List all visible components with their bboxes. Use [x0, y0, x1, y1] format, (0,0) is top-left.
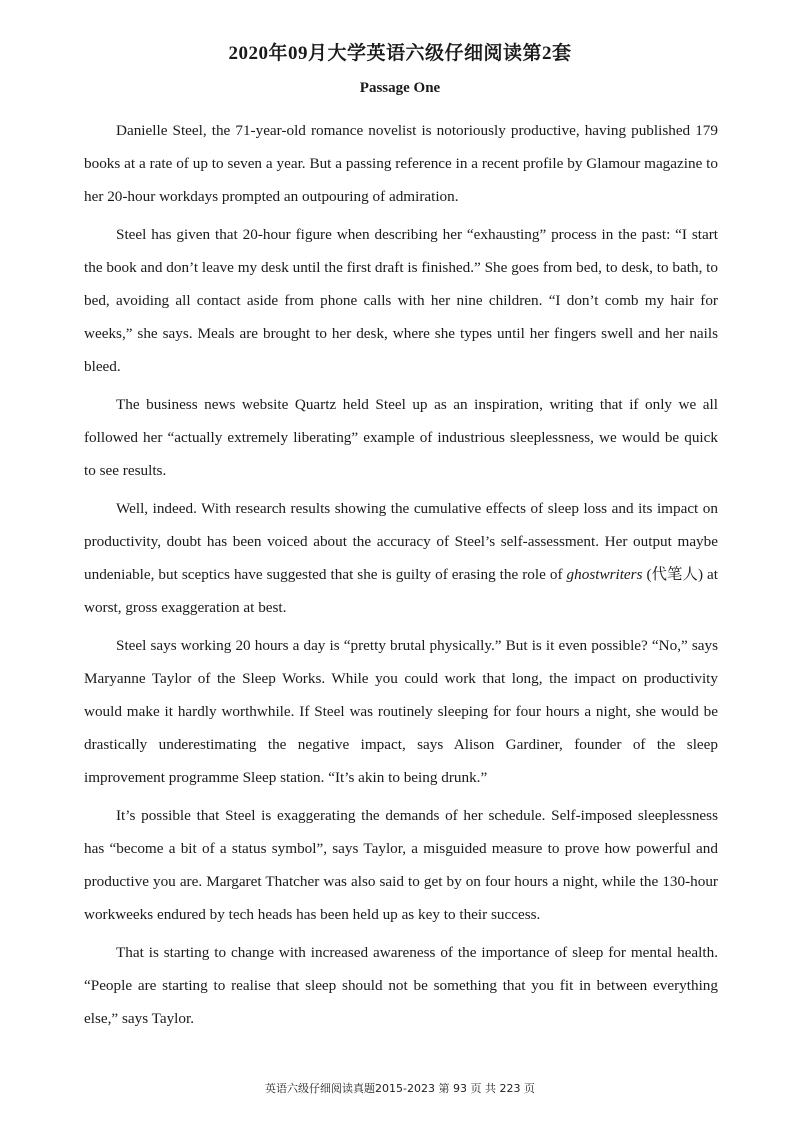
- paragraph-6: It’s possible that Steel is exaggerating the demands of her schedule. Self-imposed sleeplessness has “become a bit of a status symbol”, says Taylor, a misguided measure to prove how powerful and productive you are. Margaret Thatcher was also said to get by on four hours a night, while the 130-hour workweeks endured by tech heads has been held up as key to their success.: [84, 807, 718, 923]
- paragraph-5: Steel says working 20 hours a day is “pretty brutal physically.” But is it even possible? “No,” says Maryanne Taylor of the Sleep Works. While you could work that long, the impact on productivity would make it hardly worthwhile. If Steel was routinely sleeping for four hours a night, she would be drastically underestimating the negative impact, says Alison Gardiner, founder of the sleep improvement programme Sleep station. “It’s akin to being drunk.”: [84, 637, 718, 786]
- ghostwriters-term: ghostwriters: [566, 566, 643, 583]
- passage-body: [84, 114, 718, 1040]
- paragraph-4-text-after: (代笔人) at worst, gross exaggeration at best.: [84, 566, 718, 616]
- paragraph-7: That is starting to change with increased awareness of the importance of sleep for mental health. “People are starting to realise that sleep should not be something that you fit in between everything else,” says Taylor.: [84, 944, 718, 1027]
- paragraph-4-text-before: Well, indeed. With research results showing the cumulative effects of sleep loss and its impact on productivity, doubt has been voiced about the accuracy of Steel’s self-assessment. Her output maybe undeniable, but sceptics have suggested that she is guilty of erasing the role of: [84, 500, 718, 583]
- page-footer: 英语六级仔细阅读真题2015-2023 第 93 页 共 223 页: [265, 1082, 535, 1095]
- paragraph-1: Danielle Steel, the 71-year-old romance novelist is notoriously productive, having published 179 books at a rate of up to seven a year. But a passing reference in a recent profile by Glamour magazine to her 20-hour workdays prompted an outpouring of admiration.: [84, 122, 718, 205]
- paragraph-3: The business news website Quartz held Steel up as an inspiration, writing that if only we all followed her “actually extremely liberating” example of industrious sleeplessness, we would be quick to see results.: [84, 396, 718, 479]
- paragraph-2: Steel has given that 20-hour figure when describing her “exhausting” process in the past: “I start the book and don’t leave my desk until the first draft is finished.” She goes from bed, to desk, to bath, to bed, avoiding all contact aside from phone calls with her nine children. “I don’t comb my hair for weeks,” she says. Meals are brought to her desk, where she types until her fingers swell and her nails bleed.: [84, 226, 718, 375]
- passage-title: Passage One: [359, 80, 441, 96]
- document-title: 2020年09月大学英语六级仔细阅读第2套: [228, 43, 572, 64]
- paragraph-4: [84, 492, 718, 624]
